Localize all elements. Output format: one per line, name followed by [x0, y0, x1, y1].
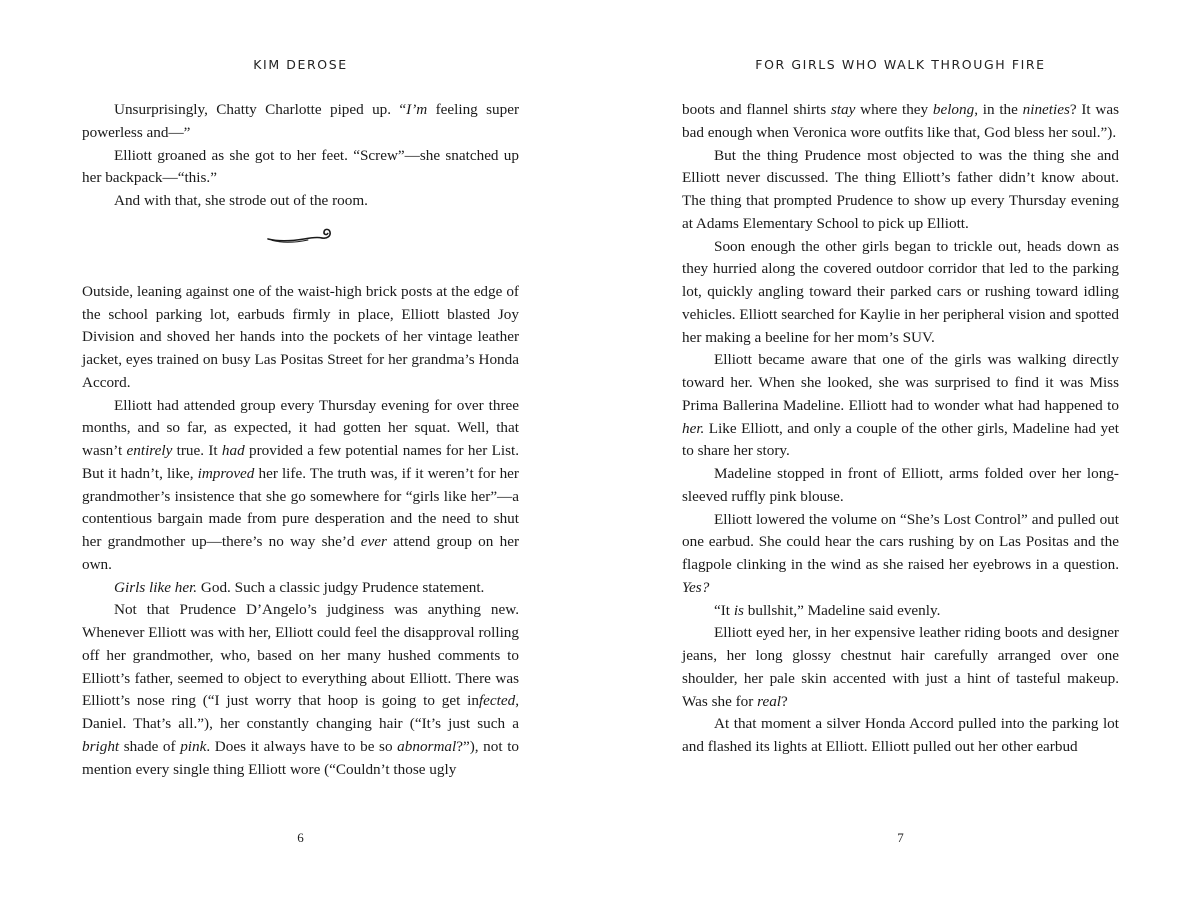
running-header-title: FOR GIRLS WHO WALK THROUGH FIRE: [755, 57, 1046, 72]
paragraph: Girls like her. God. Such a classic judgy Prudence statement.: [114, 578, 485, 596]
right-page: [682, 0, 1119, 900]
paragraph: Elliott became aware that one of the girls was walking directly toward her. When she looked, she was surprised to find it was Miss Prima Ballerina Madeline. Elliott had to wonder what had happened to her. Like Elliott, and only a couple of the other girls, Madeline had yet to share her story.: [682, 351, 1119, 460]
left-page: [82, 0, 519, 900]
right-page-body: [682, 99, 1119, 759]
paragraph: Outside, leaning against one of the waist-high brick posts at the edge of the school parking lot, earbuds firmly in place, Elliott blasted Joy Division and shoved her hands into the pockets of her vintage leather jacket, eyes trained on busy Las Positas Street for her grandma’s Honda Accord.: [82, 282, 519, 391]
paragraph: And with that, she strode out of the room.: [114, 192, 368, 209]
page-number: 6: [297, 830, 304, 845]
paragraph: Not that Prudence D’Angelo’s judginess was anything new. Whenever Elliott was with her, Elliott could feel the disapproval rolling off her grandmother, who, based on her many hushed comments to Elliott’s father, seemed to object to everything about Elliott. There was Elliott’s nose ring (“I just worry that hoop is going to get infected, Daniel. That’s all.”), her constantly changing hair (“It’s just such a bright shade of pink. Does it always have to be so abnormal?”), not to mention every single thing Elliott wore (“Couldn’t those ugly: [82, 601, 520, 778]
running-header-author: KIM DEROSE: [253, 57, 348, 72]
paragraph: Madeline stopped in front of Elliott, arms folded over her long-sleeved ruffly pink blouse.: [682, 465, 1119, 505]
paragraph: boots and flannel shirts stay where they belong, in the nineties? It was bad enough when Veronica wore outfits like that, God bless her soul.”).: [682, 101, 1120, 141]
paragraph: But the thing Prudence most objected to was the thing she and Elliott never discussed. The thing Elliott’s father didn’t know about. The thing that prompted Prudence to show up every Thursday evening at Adams Elementary School to pick up Elliott.: [682, 146, 1119, 232]
paragraph: At that moment a silver Honda Accord pulled into the parking lot and flashed its lights at Elliott. Elliott pulled out her other earbud: [682, 715, 1119, 755]
paragraph: Soon enough the other girls began to trickle out, heads down as they hurried along the covered outdoor corridor that led to the parking lot, quickly angling toward their parked cars or rushing toward idling vehicles. Elliott searched for Kaylie in her peripheral vision and spotted her making a beeline for her mom’s SUV.: [682, 237, 1119, 346]
page-number: 7: [897, 830, 904, 845]
left-page-body: [82, 99, 519, 781]
paragraph: Unsurprisingly, Chatty Charlotte piped up. “I’m feeling super powerless and—”: [82, 101, 520, 141]
paragraph: “It is bullshit,” Madeline said evenly.: [714, 601, 941, 619]
paragraph: Elliott had attended group every Thursday evening for over three months, and so far, as expected, it had gotten her squat. Well, that wasn’t entirely true. It had provided a few potential names for her List. But it hadn’t, like, improved her life. The truth was, if it weren’t for her grandmother’s insistence that she go somewhere for “girls like her”—a contentious bargain made from pure desperation and the need to shut her grandmother up—there’s no way she’d ever attend group on her own.: [82, 396, 520, 573]
paragraph: Elliott lowered the volume on “She’s Lost Control” and pulled out one earbud. She could hear the cars rushing by on Las Positas and the flagpole clinking in the wind as she raised her eyebrows in a question. Yes?: [682, 510, 1119, 596]
scroll-ornament-icon: [266, 225, 336, 247]
paragraph: Elliott eyed her, in her expensive leather riding boots and designer jeans, her long glossy chestnut hair carefully arranged over one shoulder, her pale skin accented with just a hint of tasteful makeup. Was she for real?: [682, 624, 1119, 710]
paragraph: Elliott groaned as she got to her feet. “Screw”—she snatched up her backpack—“this.”: [82, 146, 519, 187]
